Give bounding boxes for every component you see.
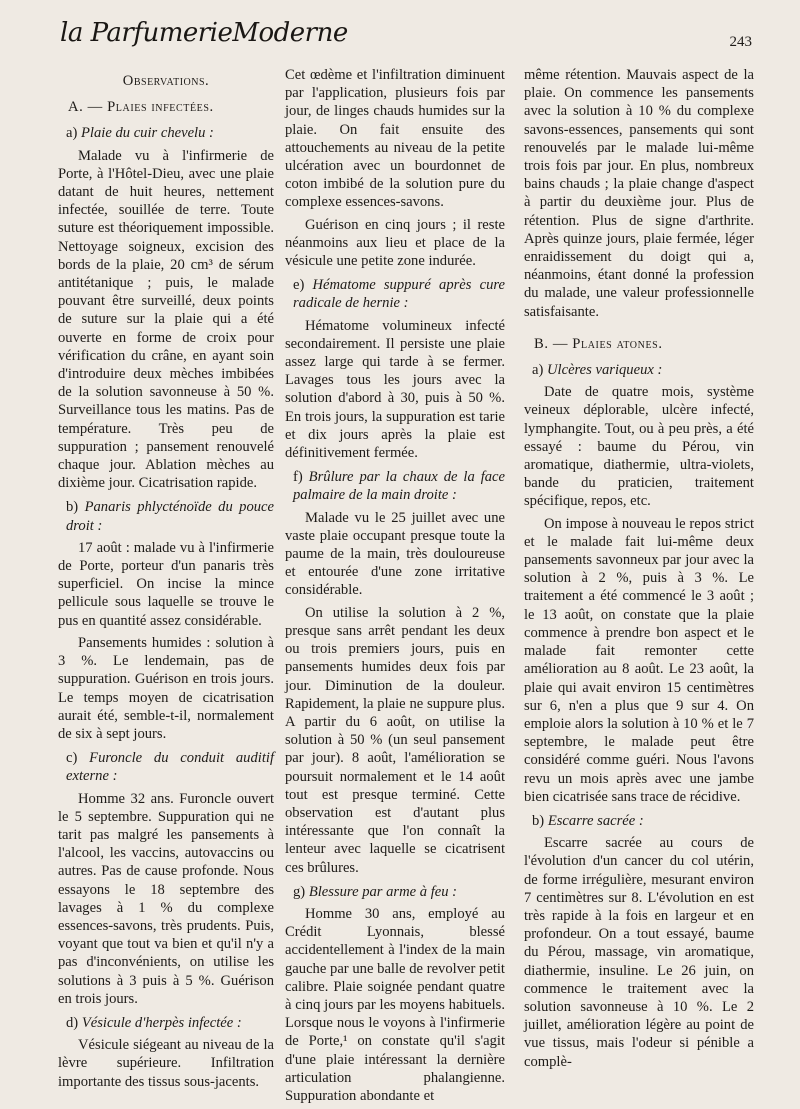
- subheading-label: b): [532, 812, 545, 829]
- subheading-title: Brûlure par la chaux de la face palmaire de la main droite :: [293, 469, 505, 504]
- page-number: 243: [729, 34, 752, 50]
- paragraph: Escarre sacrée au cours de l'évolution d'un cancer du col utérin, de forme irrégulière, mesurant environ 7 centimètres sur 8. L'évolution en est très rapide à la fois en largeur et en profondeur. On a tout essayé, baume du Pérou, massage, vin aromatique, diathermie, insuline. Le 26 juin, on commence le traitement avec la solution savonneuse à 10 %. Le 2 juillet, amélioration légère au point de vue tissus, mais l'odeur si pénible a complè-: [524, 835, 754, 1070]
- column-2: [285, 66, 505, 1109]
- subheading-title: Blessure par arme à feu :: [308, 883, 458, 900]
- subheading-label: d): [66, 1014, 79, 1031]
- paragraph: Homme 32 ans. Furoncle ouvert le 5 septembre. Suppuration qui ne tarit pas malgré les pansements à l'alcool, les vaccins, autovaccins ou autres. Pas de cause profonde. Nous essayons le 18 septembre des lavages à 1 % du complexe essences-savons, très prudents. Puis, voyant que tout va bien et qu'il n'y a pas d'inconvénients, on utilise les solutions à 3 puis à 5 %. Guérison en trois jours.: [58, 790, 274, 1007]
- subheading-b-b: [524, 812, 754, 830]
- subheading-d: [58, 1014, 274, 1032]
- column-3: [524, 66, 754, 1075]
- column-1: [58, 66, 274, 1095]
- paragraph: Date de quatre mois, système veineux déplorable, ulcère infecté, lymphangite. Tout, ou à peu près, a été essayé : baume du Pérou, vin aromatique, diathermie, ultra-violets, bande du praticien, traitement spécifique, repos, etc.: [524, 384, 754, 510]
- subheading-title: Furoncle du conduit auditif externe :: [66, 750, 274, 785]
- subheading-label: c): [66, 750, 78, 767]
- subheading-b: [58, 498, 274, 534]
- paragraph: Malade vu le 25 juillet avec une vaste plaie occupant presque toute la paume de la main, très douloureuse et entourée d'une zone irritative considérable.: [285, 509, 505, 599]
- paragraph: Cet œdème et l'infiltration diminuent par l'application, plusieurs fois par jour, de linges chauds humides sur la plaie. On fait ensuite des attouchements au niveau de la petite ulcération avec un bourdonnet de coton imbibé de la solution pure du complexe essences-savons.: [285, 67, 505, 211]
- subheading-title: Plaie du cuir chevelu :: [81, 125, 214, 142]
- subheading-e: [285, 276, 505, 312]
- subheading-label: a): [66, 125, 78, 142]
- subheading-b-a: [524, 361, 754, 379]
- subheading-label: f): [293, 469, 303, 486]
- subheading-title: Panaris phlycténoïde du pouce droit :: [66, 499, 274, 534]
- subheading-label: e): [293, 277, 305, 294]
- subheading-title: Escarre sacrée :: [547, 812, 644, 829]
- paragraph: Pansements humides : solution à 3 %. Le lendemain, pas de suppuration. Guérison en trois jours. Le temps moyen de cicatrisation aurait été, semble-t-il, normalement de six à sept jours.: [58, 634, 274, 742]
- subheading-label: b): [66, 499, 79, 516]
- subheading-a: [58, 124, 274, 142]
- subheading-title: Ulcères variqueux :: [547, 362, 663, 379]
- subheading-label: g): [293, 883, 306, 900]
- paragraph: Malade vu à l'infirmerie de Porte, à l'Hôtel-Dieu, avec une plaie datant de huit heures, nettement infectée, souillée de terre. Toute suture est théoriquement impossible. Nettoyage soigneux, excision des bords de la plaie, 20 cm³ de sérum antitétanique ; puis, le malade pouvant être surveillé, deux points de suture sur la plaie qui a été ouverte en forme de croix pour vérification du crâne, en ayant soin d'introduire deux mèches imbibées de la solution savonneuse à 50 %. Surveillance tous les matins. Pas de température. Très peu de suppuration ; pansement renouvelé chaque jour. Ablation mèches au dixième jour. Cicatrisation rapide.: [58, 147, 274, 492]
- subheading-c: [58, 749, 274, 785]
- paragraph: On impose à nouveau le repos strict et le malade fait lui-même deux pansements savonneux par jour avec la solution à 2 %, puis à 3 %. Le traitement a été commencé le 3 août ; le 13 août, on constate que la plaie commence à prendre bon aspect et le malade fait remonter cette amélioration au 8 août. Le 23 août, la plaie qui avait environ 15 centimètres sur 6, n'en a plus que 9 sur 4. On emploie alors la solution à 10 % et le 7 septembre, le malade peut être considéré comme guéri. Nous l'avons revu un mois après avec une jambe bien cicatrisée sans trace de récidive.: [524, 515, 754, 805]
- observations-heading: Observations.: [122, 73, 210, 89]
- section-b-heading: B. — Plaies atones.: [534, 335, 663, 352]
- paragraph: Hématome volumineux infecté secondairement. Il persiste une plaie assez large qui tarde à se fermer. Lavages tous les jours avec la solution d'abord à 30, puis à 50 %. En trois jours, la suppuration est tarie et dix jours après la plaie est définitivement fermée.: [285, 317, 505, 462]
- subheading-title: Hématome suppuré après cure radicale de hernie :: [293, 277, 505, 312]
- paragraph: Vésicule siégeant au niveau de la lèvre supérieure. Infiltration importante des tissus sous-jacents.: [58, 1037, 274, 1090]
- subheading-label: a): [532, 362, 544, 379]
- paragraph: Guérison en cinq jours ; il reste néanmoins aux lieu et place de la vésicule une petite zone indurée.: [285, 216, 505, 270]
- subheading-title: Vésicule d'herpès infectée :: [81, 1014, 242, 1031]
- section-a-heading: A. — Plaies infectées.: [68, 99, 214, 116]
- subheading-g: [285, 883, 505, 901]
- subheading-f: [285, 468, 505, 504]
- paragraph: même rétention. Mauvais aspect de la plaie. On commence les pansements avec la solution à 10 % du complexe savons-essences, pansements qui sont renouvelés par le malade lui-même trois fois par jour. En plus, nombreux bains chauds ; la plaie change d'aspect à partir du deuxième jour. Plus de rétention. Plus de signe d'arthrite. Après quinze jours, plaie fermée, léger enraidissement du doigt qui a, néanmoins, étant donné la profession du malade, une valeur professionnelle satisfaisante.: [524, 67, 754, 320]
- masthead-logo: la ParfumerieModerne: [60, 18, 348, 48]
- paragraph: Homme 30 ans, employé au Crédit Lyonnais, blessé accidentellement à l'index de la main gauche par une balle de revolver petit calibre. Plaie soignée pendant quatre à cinq jours par les moyens habituels. Lorsque nous le voyons à l'infirmerie de Porte,¹ on constate qu'il s'agit d'une plaie intéressant la dernière articulation phalangienne. Suppuration abondante et: [285, 905, 505, 1104]
- paragraph: On utilise la solution à 2 %, presque sans arrêt pendant les deux ou trois premiers jours, puis en pansements humides deux fois par jour. Diminution de la douleur. Rapidement, la plaie ne suppure plus. A partir du 6 août, on utilise la solution à 50 % (un seul pansement par jour). 8 août, l'amélioration se poursuit normalement et le 14 août tout est presque terminé. Cette observation est d'autant plus intéressante que l'on connaît la lenteur avec laquelle se cicatrisent ces brûlures.: [285, 604, 505, 876]
- paragraph: 17 août : malade vu à l'infirmerie de Porte, porteur d'un panaris très superficiel. On incise la mince pellicule sous laquelle se trouve le pus en quantité assez considérable.: [58, 539, 274, 629]
